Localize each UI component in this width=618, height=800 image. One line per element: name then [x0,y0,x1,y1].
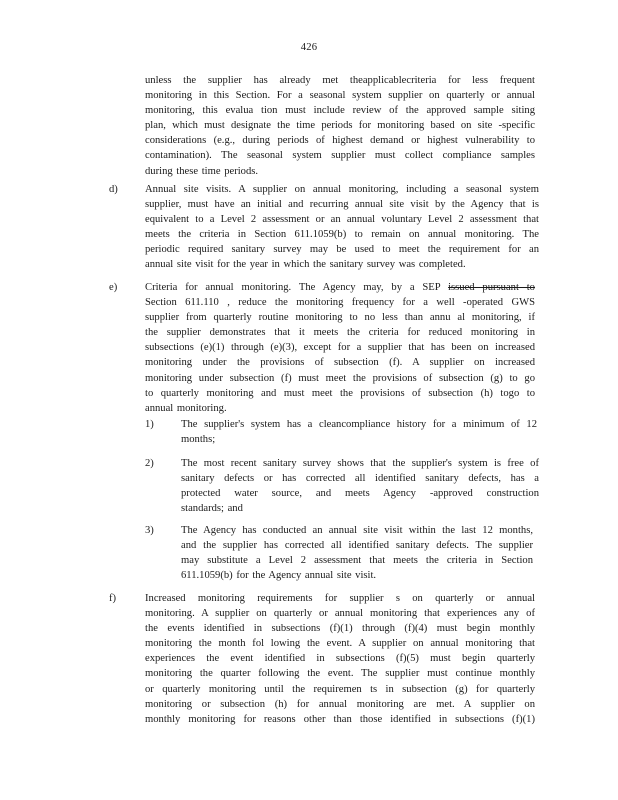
text-line: subsections (e)(1) through (e)(3), except for a supplier that has been on increased [145,342,535,354]
text-line: meets the criteria in Section 611.1059(b) to remain on annual monitoring. The [145,229,539,241]
text-line: during these time periods. [145,165,259,177]
text-line: monitoring, this evalua tion must include review of the approved sample siting [145,105,535,117]
text-line: unless the supplier has already met theapplicablecriteria for less frequent [145,75,535,86]
item-e2-paragraph [181,456,539,516]
text-line: the events identified in subsections (f)(1) through (f)(4) must begin monthly [145,623,535,635]
item-e3-paragraph [181,523,533,583]
text-line: Increased monitoring requirements for supplier s on quarterly or annual [145,593,535,604]
section-e-label: e) [109,282,118,293]
text-line: monitoring. A supplier on quarterly or annual monitoring that experiences any of [145,608,535,620]
section-f-paragraph [145,591,535,727]
text-line: standards; and [181,503,243,515]
section-d-paragraph [145,182,539,273]
text-line: plan, which must designate the time periods for monitoring based on site -specific [145,120,535,132]
text-line: sanitary defects or has corrected all identified sanitary defects, has a [181,473,539,485]
section-f-label: f) [109,593,117,604]
text-line: considerations (e.g., during periods of highest demand or highest vulnerability to [145,135,535,147]
text-line: and the supplier has corrected all identified sanitary defects. The supplier [181,540,533,552]
page-number: 426 [300,42,318,53]
text-line: The Agency has conducted an annual site visit within the last 12 months, [181,525,533,536]
text-line: supplier from quarterly routine monitoring to no less than annu al monitoring, if [145,312,535,324]
text-line: may substitute a Level 2 assessment that meets the criteria in Section [181,555,533,567]
text-line: contamination). The seasonal system supplier must collect compliance samples [145,150,535,162]
text-line: monitoring or subsection (h) for annual monitoring are met. A supplier on [145,698,535,710]
text-line: monitoring the month fol lowing the event. A supplier on annual monitoring that [145,638,535,650]
text-line: The supplier's system has a cleancompliance history for a minimum of 12 [181,419,537,430]
text-line: periodic required sanitary survey may be used to meet the requirement for an [145,244,539,256]
section-e-paragraph [145,280,535,416]
text-line: or quarterly monitoring until the requiremen ts in subsection (g) for quarterly [145,683,535,695]
item-e2-label: 2) [145,458,154,469]
text-line: months; [181,434,216,446]
text-line: Annual site visits. A supplier on annual monitoring, including a seasonal system [145,184,539,195]
text-line: monitoring in this Section. For a seasonal system supplier on quarterly or annual [145,90,535,102]
item-e3-label: 3) [145,525,154,536]
intro-paragraph [145,73,535,179]
text-segment: Criteria for annual monitoring. The Agency may, by a SEP [145,282,441,293]
section-d-label: d) [109,184,118,195]
text-line: monitoring the quarter following the event. The supplier must continue monthly [145,668,535,680]
struck-text: issued pursuant to [448,282,535,293]
text-line: experiences the event identified in subsections (f)(5) must begin quarterly [145,653,535,665]
text-line: annual monitoring. [145,402,227,414]
text-line: to quarterly monitoring and must meet the provisions of subsection (h) togo to [145,387,535,399]
text-line: The most recent sanitary survey shows that the supplier's system is free of [181,458,539,469]
text-line: the supplier demonstrates that it meets the criteria for reduced monitoring in [145,327,535,339]
text-line: monthly monitoring for reasons other than those identified in subsections (f)(1) [145,713,535,725]
text-line: Section 611.110 , reduce the monitoring frequency for a well -operated GWS [145,297,535,309]
text-line: equivalent to a Level 2 assessment or an annual voluntary Level 2 assessment that [145,214,539,226]
text-line [145,280,535,295]
text-line: 611.1059(b) for the Agency annual site visit. [181,570,377,582]
item-e1-paragraph [181,417,537,447]
text-line: supplier, must have an initial and recurring annual site visit by the Agency that is [145,199,539,211]
text-line: annual site visit for the year in which the sanitary survey was completed. [145,259,466,271]
text-line: monitoring under the provisions of subsection (f). A supplier on increased [145,357,535,369]
text-line: monitoring under subsection (f) must meet the provisions of subsection (g) to go [145,372,535,384]
item-e1-label: 1) [145,419,154,430]
text-line: protected water source, and meets Agency -approved construction [181,488,539,500]
